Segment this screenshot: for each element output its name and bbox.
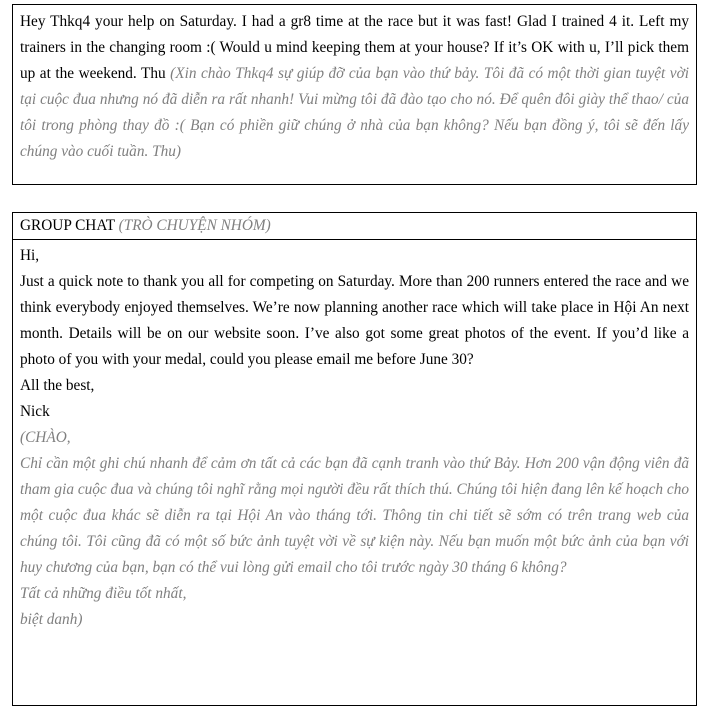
chat-greeting: Hi, xyxy=(20,247,40,264)
group-chat-title: GROUP CHAT xyxy=(20,217,115,234)
group-chat-header xyxy=(13,213,696,240)
chat-closing: All the best, xyxy=(20,377,95,394)
group-chat-body xyxy=(13,240,696,633)
text-message-box xyxy=(12,4,697,185)
group-chat-title-translation: (TRÒ CHUYỆN NHÓM) xyxy=(118,217,271,234)
chat-signature: Nick xyxy=(20,403,50,420)
chat-translation-signature: biệt danh) xyxy=(20,611,83,628)
chat-translation-greeting: (CHÀO, xyxy=(20,429,71,446)
message-text: Hey Thkq4 your help on Saturday. I had a gr8 time at the race but it was fast! Glad I trained 4 it. Left my trainers in the changing room :( Would u mind keeping them at your house? If it’s OK with u, I’ll pick them up at the weekend. Thu xyxy=(20,13,689,82)
chat-translation-closing: Tất cả những điều tốt nhất, xyxy=(20,585,187,602)
message-translation: (Xin chào Thkq4 sự giúp đỡ của bạn vào thứ bảy. Tôi đã có một thời gian tuyệt vời tại cuộc đua nhưng nó đã diễn ra rất nhanh! Vui mừng tôi đã đào tạo cho nó. Để quên đôi giày thể thao/ của tôi trong phòng thay đồ :( Bạn có phiền giữ chúng ở nhà của bạn không? Nếu bạn đồng ý, tôi sẽ đến lấy chúng vào cuối tuần. Thu) xyxy=(20,65,689,160)
chat-body-text: Just a quick note to thank you all for competing on Saturday. More than 200 runners entered the race and we think everybody enjoyed themselves. We’re now planning another race which will take place in Hội An next month. Details will be on our website soon. I’ve also got some great photos of the event. If you’d like a photo of you with your medal, could you please email me before June 30? xyxy=(20,273,689,368)
group-chat-box xyxy=(12,212,697,706)
chat-translation-body: Chỉ cần một ghi chú nhanh để cảm ơn tất cả các bạn đã cạnh tranh vào thứ Bảy. Hơn 200 vận động viên đã tham gia cuộc đua và chúng tôi nghĩ rằng mọi người đều rất thích thú. Chúng tôi hiện đang lên kế hoạch cho một cuộc đua khác sẽ diễn ra tại Hội An vào tháng tới. Thông tin chi tiết sẽ sớm có trên trang web của chúng tôi. Tôi cũng đã có một số bức ảnh tuyệt vời về sự kiện này. Nếu bạn muốn một bức ảnh của bạn với huy chương của bạn, bạn có thể vui lòng gửi email cho tôi trước ngày 30 tháng 6 không? xyxy=(20,455,689,576)
